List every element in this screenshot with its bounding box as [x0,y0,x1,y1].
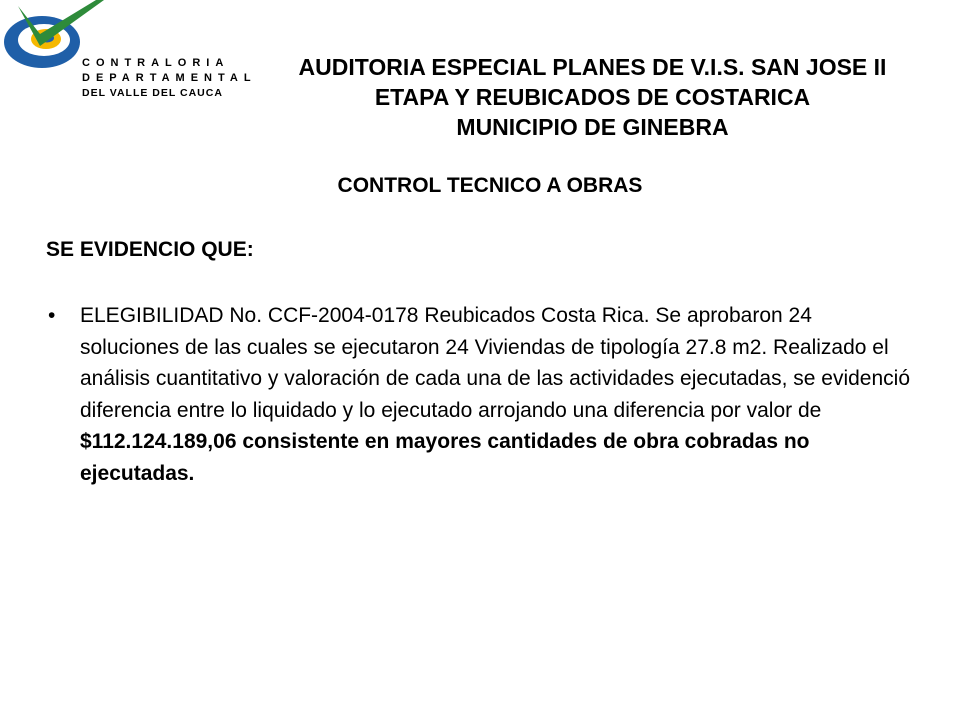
section-subtitle: CONTROL TECNICO A OBRAS [337,174,643,197]
finding-text: ELEGIBILIDAD No. CCF-2004-0178 Reubicados Costa Rica. Se aprobaron 24 soluciones de las cuales se ejecutaron 24 Viviendas de tipología 27.8 m2. Realizado el análisis cuantitativo y valoración de cada una de las actividades ejecutadas, se evidenció diferencia entre lo liquidado y lo ejecutado arrojando una diferencia por valor de [80,304,911,422]
title-line-2: ETAPA Y REUBICADOS DE COSTARICA [374,84,811,110]
page-title [240,52,945,142]
logo-line-3: DEL VALLE DEL CAUCA [82,87,223,99]
logo-wordmark [82,56,257,101]
finding-amount-text: $112.124.189,06 consistente en mayores cantidades de obra cobradas no ejecutadas. [80,430,810,485]
title-line-3: MUNICIPIO DE GINEBRA [456,114,729,140]
title-line-1: AUDITORIA ESPECIAL PLANES DE V.I.S. SAN JOSE II [298,54,887,80]
logo-line-2: DEPARTAMENTAL [82,72,257,84]
list-item [46,300,916,489]
contraloria-logo [0,0,257,120]
logo-line-1: CONTRALORIA [82,57,230,69]
findings-list [46,300,916,489]
bullet-icon: • [48,304,56,327]
evidence-label: SE EVIDENCIO QUE: [46,238,254,261]
